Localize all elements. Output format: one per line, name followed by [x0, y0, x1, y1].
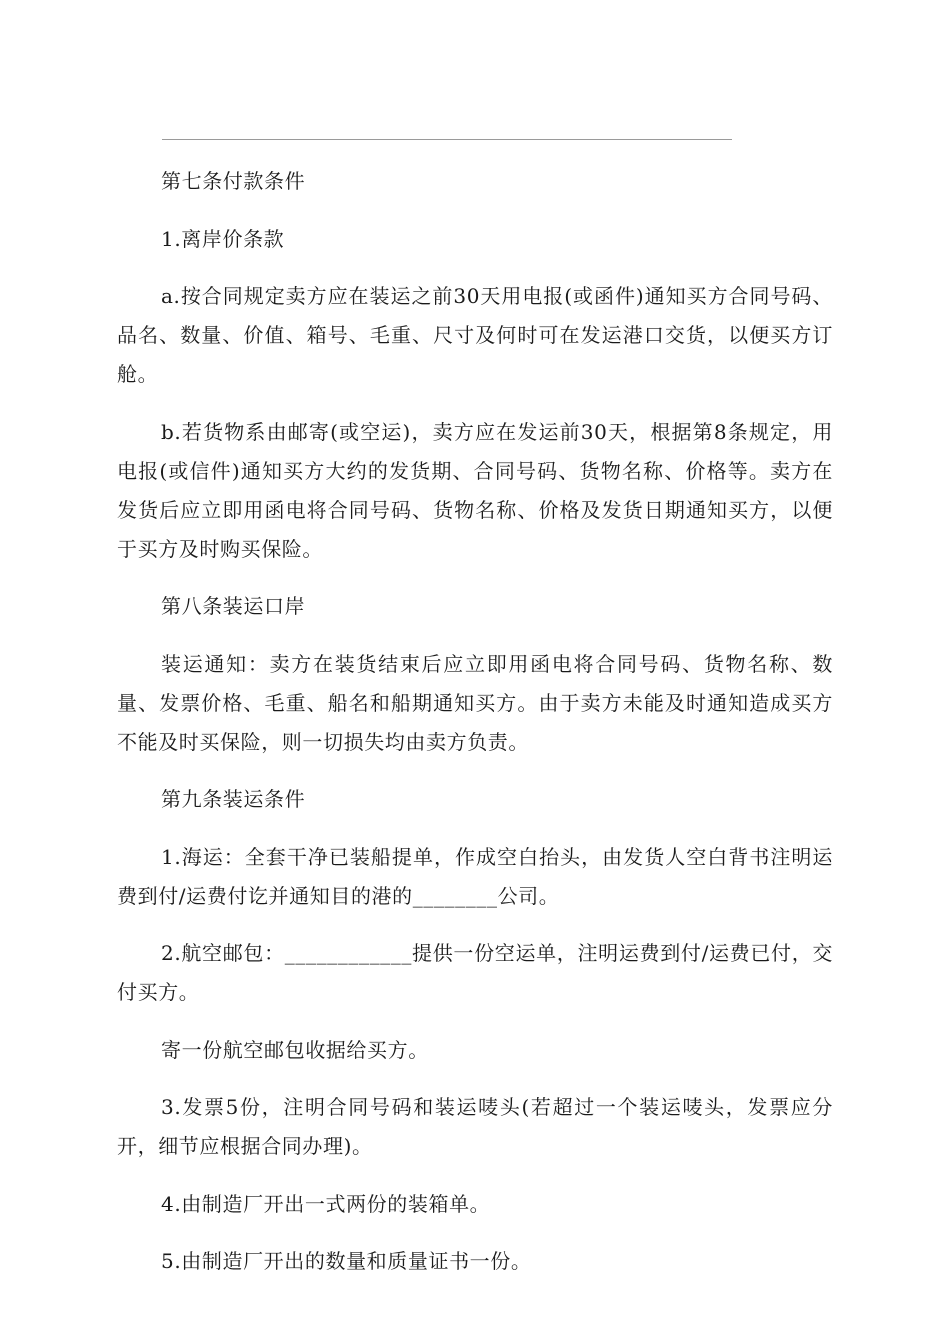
air-receipt-paragraph: 寄一份航空邮包收据给买方。: [161, 1037, 429, 1062]
clause-a-paragraph: a.按合同规定卖方应在装运之前30天用电报(或函件)通知买方合同号码、品名、数量、价值、箱号、毛重、尺寸及何时可在发运港口交货，以便买方订舱。: [117, 284, 833, 386]
air-parcel-paragraph: [117, 934, 833, 1012]
invoice-paragraph: 3.发票5份，注明合同号码和装运唛头(若超过一个装运唛头，发票应分开，细节应根据合同办理)。: [117, 1095, 833, 1158]
packing-list-paragraph: 4.由制造厂开出一式两份的装箱单。: [161, 1191, 491, 1216]
sea-transport-text: 1.海运：全套干净已装船提单，作成空白抬头，由发货人空白背书注明运费到付/运费付讫并通知目的港的: [117, 844, 833, 908]
sea-transport-paragraph: [117, 838, 833, 916]
clause-b-paragraph: b.若货物系由邮寄(或空运)，卖方应在发运前30天，根据第8条规定，用电报(或信件)通知买方大约的发货期、合同号码、货物名称、价格等。卖方在发货后应立即用函电将合同号码、货物名称、价格及发货日期通知买方，以便于买方及时购买保险。: [117, 419, 833, 561]
quality-certificate-paragraph: 5.由制造厂开出的数量和质量证书一份。: [161, 1249, 532, 1273]
header-divider: [162, 139, 732, 140]
article-7-heading: 第七条付款条件: [161, 169, 306, 193]
document-body: [117, 162, 833, 1300]
article-8-heading: 第八条装运口岸: [161, 594, 306, 618]
article-9-heading: 第九条装运条件: [161, 787, 306, 811]
sea-transport-text-end: 公司。: [497, 883, 560, 908]
shipping-notice-paragraph: 装运通知：卖方在装货结束后应立即用函电将合同号码、货物名称、数量、发票价格、毛重、船名和船期通知买方。由于卖方未能及时通知造成买方不能及时买保险，则一切损失均由卖方负责。: [117, 651, 833, 754]
destination-company-blank: ________: [412, 883, 498, 908]
air-parcel-blank: ____________: [284, 941, 412, 965]
air-parcel-text-end: 提供一份空运单，注明运费到付/运费已付，交付买方。: [117, 941, 833, 1004]
fob-clause-heading: 1.离岸价条款: [161, 226, 285, 251]
air-parcel-text: 2.航空邮包：: [161, 941, 285, 965]
